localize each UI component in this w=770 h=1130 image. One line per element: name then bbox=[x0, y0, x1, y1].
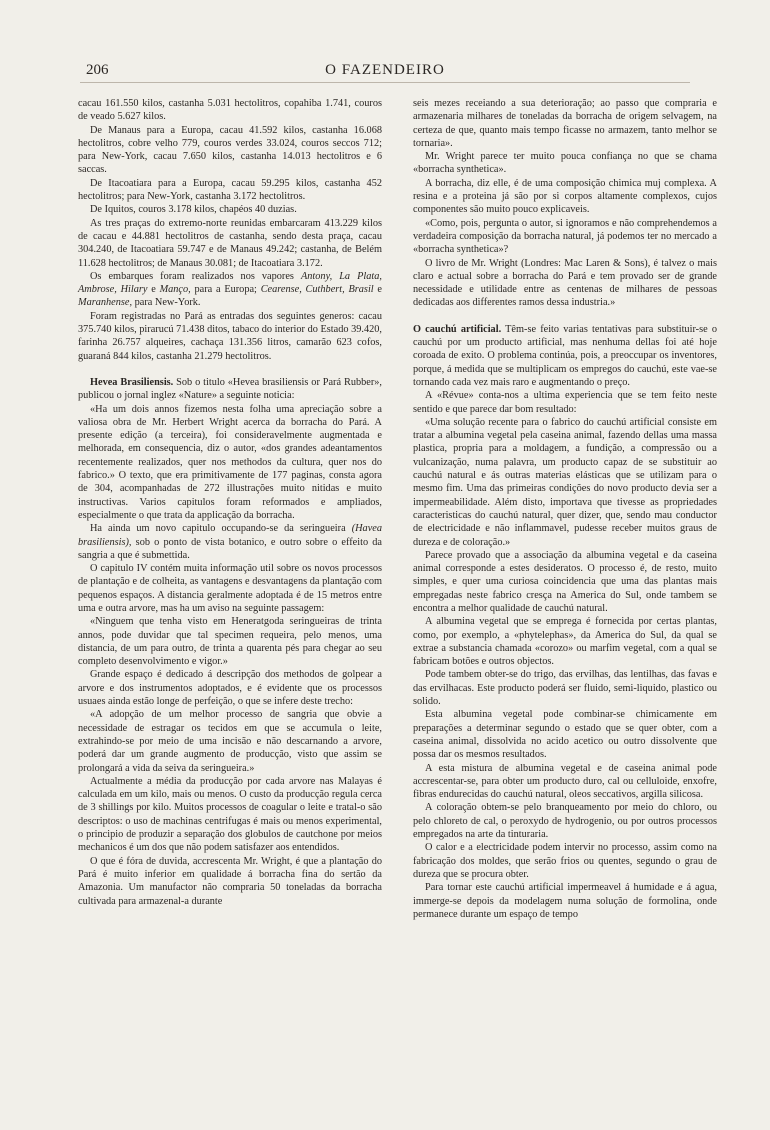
paragraph: «A adopção de um melhor processo de sangria que obvie a necessidade de estragar os tecidos em que se accumula o leite, extrahindo-se por meio de uma incisão e não descarnando a arvore, poderá dar um grande augmento de producção, visto que assim se prolongará a vida da seiva da seringueira.» bbox=[78, 709, 382, 774]
paragraph: cacau 161.550 kilos, castanha 5.031 hectolitros, copahiba 1.741, couros de veado 5.627 kilos. bbox=[78, 98, 382, 123]
paragraph: De Itacoatiara para a Europa, cacau 59.295 kilos, castanha 452 hectolitros; para New-York, castanha 3.172 hectolitros. bbox=[78, 177, 382, 203]
text-run: sob o ponto de vista botanico, e outro sobre o effeito da sangria a que é submettida. bbox=[78, 536, 382, 561]
ship-names: Maranhense, bbox=[78, 297, 133, 309]
paragraph: seis mezes receiando a sua deterioração; ao passo que compraria e armazenaria milhares de toneladas da borracha de origem selvagem, na certeza de que, quanto mais tempo ficasse no armazem, tanto melhor se tornaria». bbox=[413, 98, 717, 149]
paragraph: O que é fóra de duvida, accrescenta Mr. Wright, é que a plantação do Pará é muito inferior em qualidade á borracha fina do sertão da Amazonia. Um manufactor não compraria 50 toneladas da borracha cultivada para armazenal-a durante bbox=[78, 855, 382, 907]
text-run: Ha ainda um novo capitulo occupando-se da seringueira bbox=[90, 523, 352, 535]
paragraph: A esta mistura de albumina vegetal e de caseina animal pode accrescentar-se, para obter um producto duro, cal ou celluloide, enxofre, fibras endurecidas do cauchú natural, oleos seccativos, argilla silicosa. bbox=[413, 762, 717, 801]
ship-names: Manço, bbox=[159, 284, 191, 296]
section-paragraph bbox=[78, 376, 382, 403]
text-run: para a Europa; bbox=[190, 284, 261, 296]
paragraph: Foram registradas no Pará as entradas dos seguintes generos: cacau 375.740 kilos, pirarucú 71.438 ditos, tabaco do interior do Estado 39.420, farinha 26.757 alqueires, cachaça 131.356 litros, camarão 623 cofos, guaraná 844 kilos, castanha 21.279 hectolitros. bbox=[78, 310, 382, 362]
left-column bbox=[78, 97, 382, 908]
paragraph: O livro de Mr. Wright (Londres: Mac Laren & Sons), é talvez o mais claro e actual sobre a borracha do Pará e tem provado ser de grande necessidade e utilidade entre as centenas de milhares de pessoas dedicadas aos differentes ramos dessa industria.» bbox=[413, 257, 717, 309]
page-header bbox=[80, 60, 690, 83]
paragraph: «Como, pois, pergunta o autor, si ignoramos e não comprehendemos a verdadeira composição da borracha natural, já podemos ter no mercado a «borracha synthetica»? bbox=[413, 217, 717, 256]
paragraph: Para tornar este cauchú artificial impermeavel á humidade e á agua, immerge-se depois da modelagem numa solução de formolina, onde permanece durante um espaço de tempo bbox=[413, 882, 717, 920]
text-run: e bbox=[147, 284, 160, 296]
ship-names: Antony, La Plata, Ambrose, Hilary bbox=[78, 270, 383, 296]
text-run: Sob o titulo «Hevea brasiliensis or Pará Rubber», publicou o jornal inglez «Nature» a seguinte noticia: bbox=[78, 376, 382, 402]
section-heading-hevea: Hevea Brasiliensis. bbox=[90, 376, 174, 388]
text-run: e bbox=[373, 284, 383, 296]
scientific-name: (Havea brasiliensis), bbox=[78, 523, 382, 548]
paragraph: Grande espaço é dedicado á descripção dos methodos de golpear a arvore e dos instrumentos adoptados, e é evidente que os processos usuaes ainda estão longe de perfeição, o que se infere deste trecho: bbox=[78, 669, 382, 708]
paragraph: Parece provado que a associação da albumina vegetal e da caseina animal corresponde a estes desideratos. O processo é, de resto, muito simples, e quer uma curiosa coincidencia que uma das plantas mais empregadas neste fabrico cresça na America do Sul, onde tambem se encontra a melhor qualidade de cauchú natural. bbox=[413, 549, 717, 614]
paragraph: A «Révue» conta-nos a ultima experiencia que se tem feito neste sentido e que parece dar bom resultado: bbox=[413, 390, 717, 415]
text-run: para New-York. bbox=[132, 297, 201, 309]
right-column bbox=[413, 97, 717, 921]
paragraph: O calor e a electricidade podem intervir no processo, assim como na fabricação dos moldes, que serão frios ou quentes, segundo o grau de dureza que se procura obter. bbox=[413, 842, 717, 880]
paragraph-ships bbox=[78, 270, 382, 310]
page-number: 206 bbox=[86, 62, 109, 78]
paragraph: Esta albumina vegetal pode combinar-se chimicamente em preparações a determinar segundo o estado que se quer obter, com a caseina animal, dissolvida no acido acetico ou outro dissolvente que possa dar os mesmos resultados. bbox=[413, 709, 717, 761]
paragraph: A borracha, diz elle, é de uma composição chimica muj complexa. A resina e a proteina já são por si corpos altamente complexos, cujos componentes são muito pouco explicaveis. bbox=[413, 177, 717, 216]
paragraph: «Ninguem que tenha visto em Heneratgoda seringueiras de trinta annos, pode duvidar que tal specimen requeira, pelo menos, uma distancia, de um para outro, de trinta a quarenta pés para chegar ao seu completo desenvolvimento e vigor.» bbox=[78, 616, 382, 668]
paragraph bbox=[78, 522, 382, 562]
paragraph: «Ha um dois annos fizemos nesta folha uma apreciação sobre a valiosa obra de Mr. Herbert Wright acerca da borracha do Pará. A presente edição (a terceira), foi consideravelmente augmentada e melhorada, em consequencia, diz o autor, «dos grandes adeantamentos recentemente realizados, quer nos methodos da cultura, quer nos do fabrico.» O texto, que era primitivamente de 177 paginas, consta agora de 304, acompanhadas de 272 illustrações muito nitidas e muito instructivas. Varios capitulos foram reformados e ampliados, especialmente o que trata da applicação da borracha. bbox=[78, 403, 382, 521]
running-title: O FAZENDEIRO bbox=[325, 62, 445, 78]
section-heading-cauchu: O cauchú artificial. bbox=[413, 323, 502, 335]
paragraph: De Manaus para a Europa, cacau 41.592 kilos, castanha 16.068 hectolitros, cobre velho 779, couros verdes 33.024, couros seccos 712; para New-York, cacau 7.650 kilos, castanha 14.013 hectolitros e 6 saccas. bbox=[78, 124, 382, 176]
section-paragraph bbox=[413, 323, 717, 389]
paragraph: Actualmente a média da producção por cada arvore nas Malayas é calculada em um kilo, mais ou menos. O custo da producção regula cerca de 3 shillings por kilo. Muitos processos de coagular o leite e tratal-o são descriptos: o uso de machinas centrifugas é mais ou menos experimental, o principio de produzir a separação dos globulos de cautchone por meios mechanicos é um dos que não podem satisfazer aos entendidos. bbox=[78, 775, 382, 854]
paragraph: A coloração obtem-se pelo branqueamento por meio do chloro, ou pelo chloreto de cal, o peroxydo de hydrogenio, ou por outros processos empregados na arte da tinturaria. bbox=[413, 802, 717, 841]
paragraph: A albumina vegetal que se emprega é fornecida por certas plantas, como, por exemplo, a «phytelephas», da America do Sul, da qual se extrae a substancia chamada «corozo» ou marfim vegetal, com a qual se fabricam botões e outros objectos. bbox=[413, 616, 717, 668]
paragraph: «Uma solução recente para o fabrico do cauchú artificial consiste em tratar a albumina vegetal pela caseina animal, fazendo dellas uma massa plastica, propria para a moldagem, a fundição, a compressão ou a vulcanização, numa palavra, um producto capaz de se substituir ao cauchú natural e ás outras materias elásticas que se utilizam para o mesmo fim. Uma das primeiras condições do novo producto devia ser a impermeabilidade. Além disto, importava que tivesse as propriedades caracteristicas do cauchú natural, quer dizer, que, sendo mau conductor de electricidade e não inflammavel, pudesse receber muitos graus de dureza e de coloração.» bbox=[413, 416, 717, 548]
text-run: Têm-se feito varias tentativas para substituir-se o cauchú por um producto artificial, mas nenhuma dellas foi até hoje coroada de exito. O problema continúa, pois, a preoccupar os inventores, porque, á medida que se multiplicam os empregos do cauchú, este vae-se tornando cada vez mais raro e augmentando o preço. bbox=[413, 323, 717, 388]
paragraph: De Iquitos, couros 3.178 kilos, chapéos 40 duzias. bbox=[90, 204, 297, 216]
ship-names: Cearense, Cuthbert, Brasil bbox=[260, 284, 374, 296]
text-run: Os embarques foram realizados nos vapores bbox=[90, 270, 301, 282]
paragraph: O capitulo IV contém muita informação util sobre os novos processos de plantação e de colheita, as vantagens e desvantagens da plantação com pequenos espaços. A distancia geralmente adoptada é de 15 metros entre uma e outra arvore, mas ha um aviso na seguinte passagem: bbox=[78, 563, 382, 614]
paragraph: As tres praças do extremo-norte reunidas embarcaram 413.229 kilos de cacau e 44.881 hectolitros de castanha, sendo desta praça, cacau 304.240, de Itacoatiara 59.747 e de Manaus 49.242; castanha, de Belém 11.628 hectolitros; de Manaus 30.081; de Itacoatiara 3.172. bbox=[78, 217, 382, 269]
paragraph: Pode tambem obter-se do trigo, das ervilhas, das lentilhas, das favas e das ervilhacas. Este producto poderá ser fluido, semi-liquido, plastico ou solido. bbox=[413, 669, 717, 708]
paragraph: Mr. Wright parece ter muito pouca confiança no que se chama «borracha synthetica». bbox=[413, 151, 717, 176]
